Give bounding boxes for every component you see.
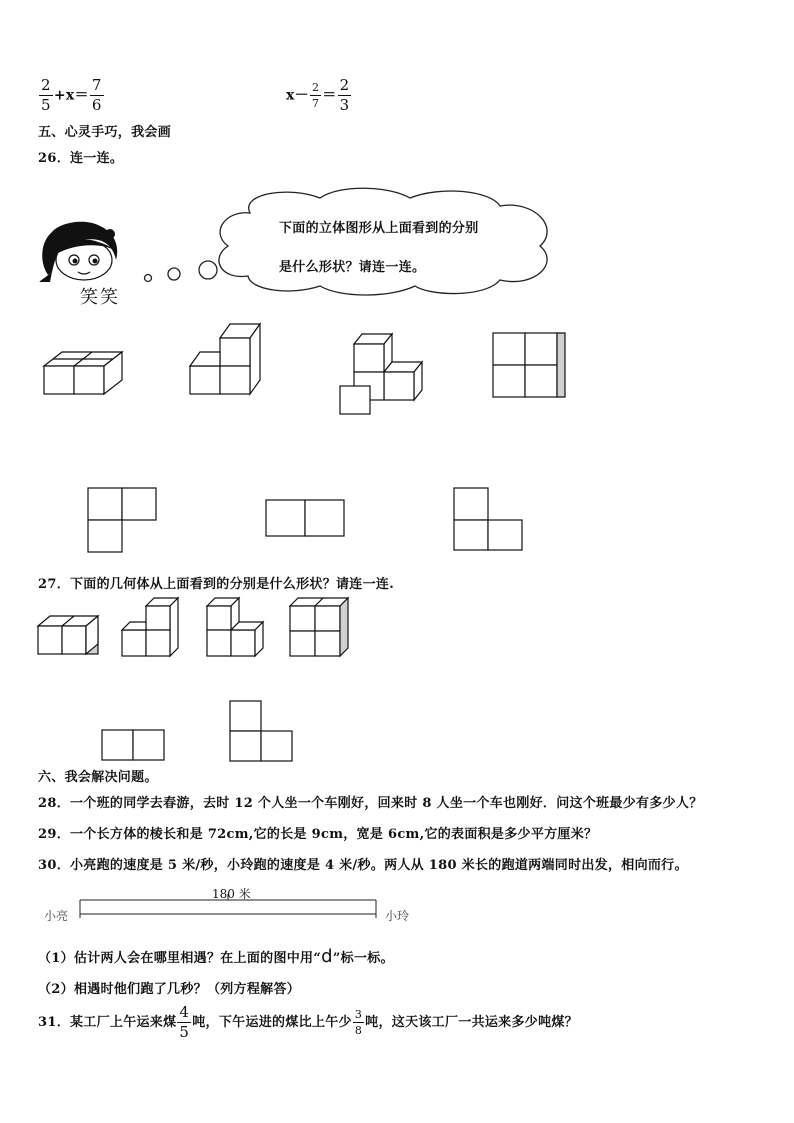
solid-figure-2 [186, 320, 271, 400]
equation-2: x－ $\frac{2}{7}$ ＝ $\frac{2}{3}$ [286, 76, 350, 114]
top-view-shape-1 [86, 486, 161, 556]
thought-bubble [140, 188, 560, 298]
question-30: 30．小亮跑的速度是 5 米/秒，小玲跑的速度是 4 米/秒。两人从 180 米长的跑道两端同时出发，相向而行。 [38, 858, 688, 873]
question-28: 28．一个班的同学去春游，去时 12 个人坐一个车刚好，回来时 8 人坐一个车也刚好．问这个班最少有多少人？ [38, 796, 703, 811]
fraction: $\frac{7}{6}$ [91, 76, 102, 114]
girl-avatar [38, 220, 133, 282]
question-30-part-2: （2）相遇时他们跑了几秒？（列方程解答） [38, 982, 301, 997]
top-view-shape-3 [452, 486, 527, 556]
question-30-part-1: （1）估计两人会在哪里相遇？在上面的图中用“d”标一标。 [38, 946, 394, 967]
top-view-shape-5 [228, 699, 298, 765]
question-29: 29．一个长方体的棱长和是 72cm,它的长是 9cm，宽是 6cm,它的表面积是多少平方厘米？ [38, 827, 598, 842]
bubble-text-line-2: 是什么形状？请连一连。 [279, 260, 426, 275]
solid-figure-5 [36, 612, 106, 662]
fraction: $\frac{2}{7}$ [311, 81, 320, 110]
question-27-label: 27．下面的几何体从上面看到的分别是什么形状？请连一连. [38, 577, 395, 592]
mark-symbol: d [321, 946, 333, 967]
section-5-title: 五、心灵手巧，我会画 [38, 125, 172, 140]
girl-name: 笑笑 [80, 287, 120, 308]
fraction: $\frac{2}{5}$ [41, 76, 51, 114]
solid-figure-4 [490, 330, 575, 405]
solid-figure-6 [120, 596, 190, 662]
fraction: $\frac{3}{8}$ [354, 1008, 363, 1037]
bubble-text-line-1: 下面的立体图形从上面看到的分别 [279, 221, 479, 236]
right-runner-name: 小玲 [385, 909, 410, 923]
left-runner-name: 小亮 [44, 909, 69, 923]
section-6-title: 六、我会解决问题。 [38, 770, 158, 785]
question-26-label: 26．连一连。 [38, 151, 124, 166]
solid-figure-1 [40, 340, 125, 400]
top-view-shape-4 [100, 728, 168, 764]
question-31: 31．某工厂上午运来煤 $\frac{4}{5}$ 吨，下午运进的煤比上午少 $\frac{3}{8}$ 吨，这天该工厂一共运来多少吨煤？ [38, 1003, 578, 1041]
solid-figure-3 [338, 330, 433, 420]
solid-figure-7 [205, 596, 275, 662]
track-length-label: 180 米 [212, 887, 251, 901]
fraction: $\frac{4}{5}$ [179, 1003, 190, 1041]
equation-1: $\frac{2}{5}$ +x＝ $\frac{7}{6}$ [41, 76, 102, 114]
top-view-shape-2 [264, 498, 349, 540]
fraction: $\frac{2}{3}$ [339, 76, 350, 114]
solid-figure-8 [288, 596, 358, 662]
